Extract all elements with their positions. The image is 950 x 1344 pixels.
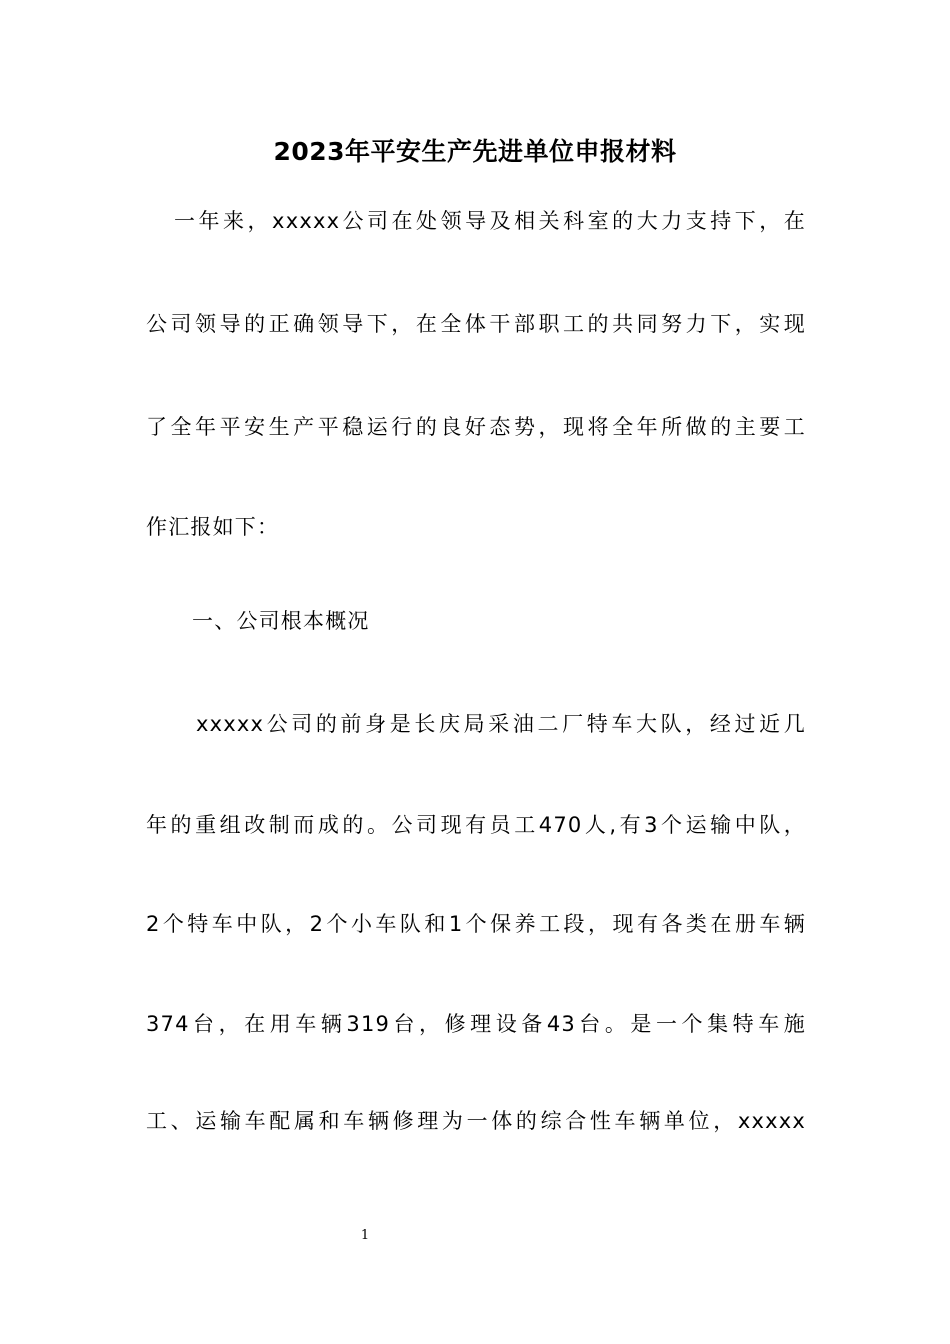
- paragraph-line: 2个特车中队，2个小车队和1个保养工段，现有各类在册车辆: [146, 912, 806, 936]
- document-title: 2023年平安生产先进单位申报材料: [273, 137, 677, 166]
- section-heading: 一、公司根本概况: [192, 609, 370, 633]
- paragraph-line: 了全年平安生产平稳运行的良好态势，现将全年所做的主要工: [146, 415, 806, 439]
- page-number: 1: [360, 1228, 370, 1243]
- paragraph-line: xxxxx公司的前身是长庆局采油二厂特车大队，经过近几: [196, 712, 806, 736]
- paragraph-line: 作汇报如下：: [146, 515, 280, 539]
- paragraph-line: 374台，在用车辆319台，修理设备43台。是一个集特车施: [146, 1012, 806, 1036]
- paragraph-line: 年的重组改制而成的。公司现有员工470人,有3个运输中队，: [146, 813, 806, 837]
- paragraph-line: 公司领导的正确领导下，在全体干部职工的共同努力下，实现: [146, 312, 806, 336]
- paragraph-line: 工、运输车配属和车辆修理为一体的综合性车辆单位，xxxxx: [146, 1109, 806, 1133]
- paragraph-line: 一年来，xxxxx公司在处领导及相关科室的大力支持下，在: [174, 209, 806, 233]
